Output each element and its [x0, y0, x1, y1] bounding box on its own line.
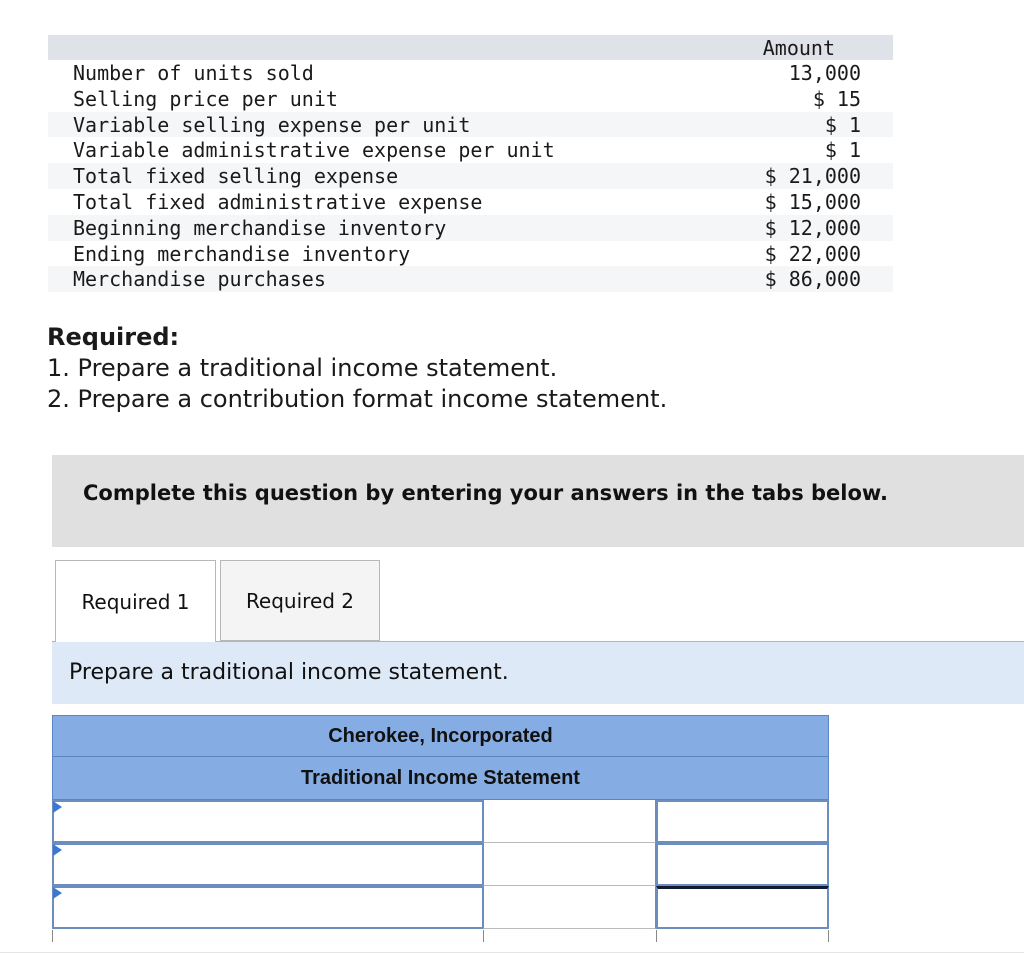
row-value: $ 1 [824, 138, 861, 163]
statement-continuation [52, 930, 829, 942]
row-label: Total fixed selling expense [73, 164, 399, 189]
row-value: 13,000 [788, 61, 861, 85]
row-value: $ 22,000 [764, 241, 861, 266]
row-label: Selling price per unit [73, 86, 338, 111]
required-title: Required: [47, 323, 180, 351]
row-label: Ending merchandise inventory [73, 241, 411, 266]
data-table [48, 35, 893, 292]
column-rule [828, 930, 829, 942]
statement-amount-input[interactable] [483, 886, 656, 929]
dropdown-marker-icon [53, 801, 62, 813]
amount-column-header: Amount [762, 36, 835, 60]
statement-label-input[interactable] [52, 800, 484, 843]
statement-label-input[interactable] [52, 843, 484, 886]
data-row [48, 163, 893, 189]
statement-amount-input[interactable] [483, 843, 656, 886]
instruction-banner [52, 455, 1024, 547]
statement-amount-input[interactable] [483, 800, 656, 843]
row-value: $ 86,000 [764, 267, 861, 292]
data-row [48, 112, 893, 138]
row-value: $ 12,000 [764, 215, 861, 240]
data-row [48, 189, 893, 215]
row-label: Number of units sold [73, 61, 314, 85]
prompt-text: Prepare a traditional income statement. [69, 660, 509, 685]
row-label: Merchandise purchases [73, 267, 326, 292]
data-row [48, 60, 893, 86]
row-value: $ 1 [824, 112, 861, 137]
row-value: $ 15,000 [764, 189, 861, 214]
row-label: Beginning merchandise inventory [73, 215, 447, 240]
statement-title: Traditional Income Statement [52, 757, 829, 800]
row-label: Total fixed administrative expense [73, 189, 483, 214]
data-row [48, 86, 893, 112]
column-rule [483, 930, 484, 942]
row-value: $ 15 [812, 86, 861, 111]
statement-total-input[interactable] [656, 800, 829, 843]
dropdown-marker-icon [53, 887, 62, 899]
data-row [48, 266, 893, 292]
row-label: Variable selling expense per unit [73, 112, 471, 137]
income-statement [52, 715, 829, 929]
data-table-header [48, 35, 893, 60]
data-row [48, 241, 893, 267]
required-item-2: 2. Prepare a contribution format income statement. [47, 385, 668, 413]
statement-label-input[interactable] [52, 886, 484, 929]
dropdown-marker-icon [53, 844, 62, 856]
tab-required-1[interactable]: Required 1 [55, 560, 216, 642]
banner-text: Complete this question by entering your answers in the tabs below. [83, 481, 888, 505]
column-rule [52, 930, 53, 942]
statement-company: Cherokee, Incorporated [52, 715, 829, 757]
tab-required-2[interactable]: Required 2 [220, 560, 380, 641]
statement-row [52, 886, 829, 929]
statement-row [52, 800, 829, 843]
prompt-bar [52, 642, 1024, 704]
statement-row [52, 843, 829, 886]
row-label: Variable administrative expense per unit [73, 138, 555, 163]
data-row [48, 137, 893, 163]
statement-total-input[interactable] [656, 886, 829, 929]
column-rule [656, 930, 657, 942]
required-item-1: 1. Prepare a traditional income statement. [47, 354, 558, 382]
data-row [48, 215, 893, 241]
statement-total-input[interactable] [656, 843, 829, 886]
required-section [47, 322, 667, 415]
row-value: $ 21,000 [764, 164, 861, 189]
